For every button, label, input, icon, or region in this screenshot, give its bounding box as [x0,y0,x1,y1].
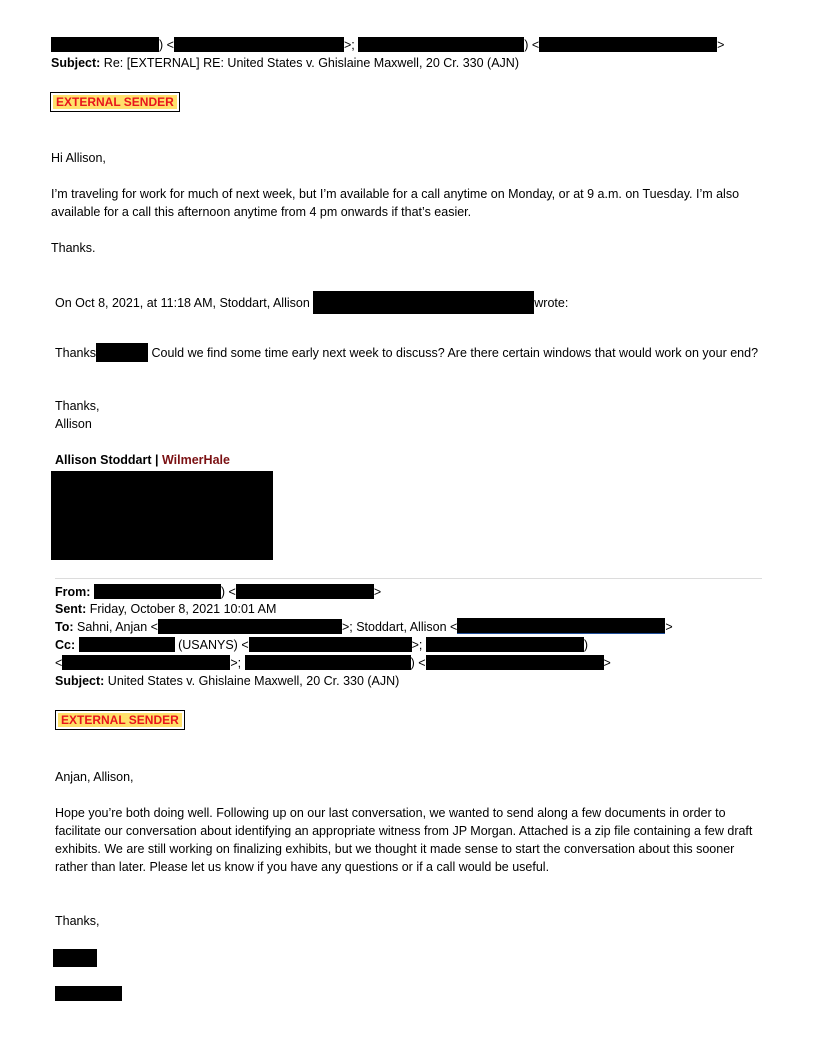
forward-signoff: Thanks, [55,914,100,928]
forward-subject: Subject: United States v. Ghislaine Maxwell, 20 Cr. 330 (AJN) [55,674,400,688]
forward-to: To: Sahni, Anjan < >; Stoddart, Allison < > [55,620,673,634]
redaction [94,584,221,599]
signature-redaction [51,471,273,560]
redaction [158,619,342,634]
redaction [79,637,175,652]
forward-body: Hope you’re both doing well. Following up on our last conversation, we wanted to send along a few documents in order to facilitate our conversation about identifying an appropriate witness from JP Morgan. Attached is a zip file containing a few draft exhibits. We are still working on finalizing exhibits, but we thought it made sense to start the conversation about this sooner rather than later. Please let us know if you have any questions or if a call would be useful. [55,806,753,874]
external-sender-badge-2: EXTERNAL SENDER [55,710,185,730]
redaction [539,37,717,52]
redaction [426,655,604,670]
forward-from: From: ) < > [55,585,382,599]
redaction [245,655,411,670]
reply-signoff: Thanks. [51,241,96,255]
reply-greeting: Hi Allison, [51,151,106,165]
redaction [358,37,524,52]
reply-body: I’m traveling for work for much of next week, but I’m available for a call anytime on Monday, or at 9 a.m. on Tuesday. I’m also available for a call this afternoon anytime from 4 pm onwards if that’s easier. [51,187,740,219]
redaction [62,655,230,670]
quoted-body: Thanks Could we find some time early next week to discuss? Are there certain windows that would work on your end? [55,343,767,362]
name-redaction [53,949,97,967]
forward-cc-continued: < >; ) < > [55,656,611,670]
quoted-intro: On Oct 8, 2021, at 11:18 AM, Stoddart, Allison wrote: [55,291,568,314]
redaction [313,291,534,314]
divider [55,578,762,579]
redaction [236,584,374,599]
email-link-redaction[interactable] [457,618,665,634]
quoted-signoff-name: Allison [55,417,92,431]
redaction [174,37,344,52]
redaction [51,37,159,52]
forward-sent: Sent: Friday, October 8, 2021 10:01 AM [55,602,277,616]
redaction [426,637,584,652]
firm-name: WilmerHale [161,453,230,467]
header-recipients-line: ) < >; ) < > [51,36,724,54]
external-sender-badge: EXTERNAL SENDER [50,92,180,112]
forward-greeting: Anjan, Allison, [55,770,134,784]
redaction [249,637,412,652]
signature: Allison Stoddart | WilmerHale [55,453,230,467]
name-redaction [55,986,122,1001]
forward-cc: Cc: (USANYS) < >; ) [55,638,589,652]
header-subject: Subject: Re: [EXTERNAL] RE: United States v. Ghislaine Maxwell, 20 Cr. 330 (AJN) [51,56,519,70]
redaction [96,343,148,362]
quoted-signoff: Thanks, [55,399,100,413]
